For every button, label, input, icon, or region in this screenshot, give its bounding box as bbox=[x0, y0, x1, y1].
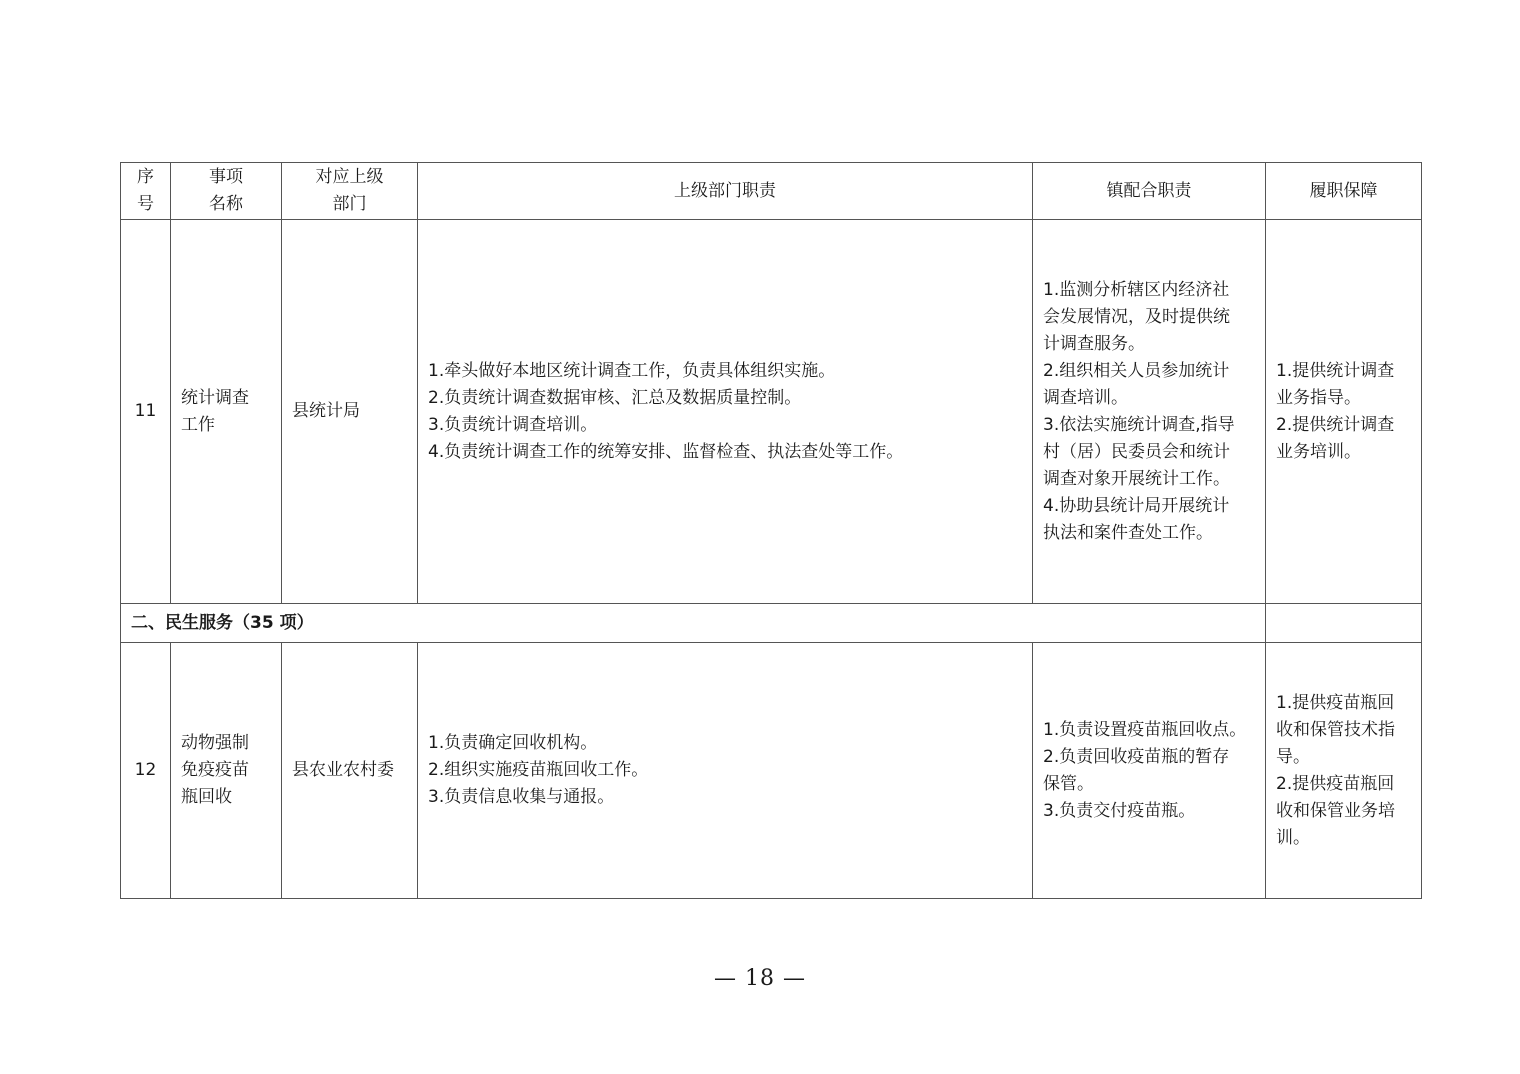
table-row bbox=[121, 220, 1422, 604]
row-dept: 县农业农村委 bbox=[282, 643, 418, 899]
row-seq: 12 bbox=[121, 643, 171, 899]
row-town-duty: 1.监测分析辖区内经济社 会发展情况，及时提供统 计调查服务。 2.组织相关人员参加统计 调查培训。 3.依法实施统计调查,指导 村（居）民委员会和统计 调查对象开展统计工作。 4.协助县统计局开展统计 执法和案件查处工作。 bbox=[1033, 220, 1266, 604]
row-dept: 县统计局 bbox=[282, 220, 418, 604]
header-upper-duty: 上级部门职责 bbox=[418, 163, 1033, 220]
section-empty-cell bbox=[1266, 604, 1422, 643]
row-upper-duty: 1.负责确定回收机构。 2.组织实施疫苗瓶回收工作。 3.负责信息收集与通报。 bbox=[418, 643, 1033, 899]
row-town-duty: 1.负责设置疫苗瓶回收点。 2.负责回收疫苗瓶的暂存 保管。 3.负责交付疫苗瓶。 bbox=[1033, 643, 1266, 899]
section-title: 二、民生服务（35 项） bbox=[121, 604, 1266, 643]
row-guarantee: 1.提供统计调查 业务指导。 2.提供统计调查 业务培训。 bbox=[1266, 220, 1422, 604]
header-guarantee: 履职保障 bbox=[1266, 163, 1422, 220]
row-upper-duty: 1.牵头做好本地区统计调查工作，负责具体组织实施。 2.负责统计调查数据审核、汇总及数据质量控制。 3.负责统计调查培训。 4.负责统计调查工作的统筹安排、监督检查、执法查处等工作。 bbox=[418, 220, 1033, 604]
page-number: — 18 — bbox=[714, 966, 806, 991]
row-item-name: 动物强制 免疫疫苗 瓶回收 bbox=[171, 643, 282, 899]
table-row bbox=[121, 643, 1422, 899]
row-item-name: 统计调查 工作 bbox=[171, 220, 282, 604]
section-row bbox=[121, 604, 1422, 643]
header-town-duty: 镇配合职责 bbox=[1033, 163, 1266, 220]
header-dept: 对应上级 部门 bbox=[282, 163, 418, 220]
row-seq: 11 bbox=[121, 220, 171, 604]
header-row bbox=[121, 163, 1422, 220]
header-item: 事项 名称 bbox=[171, 163, 282, 220]
row-guarantee: 1.提供疫苗瓶回 收和保管技术指 导。 2.提供疫苗瓶回 收和保管业务培 训。 bbox=[1266, 643, 1422, 899]
header-seq: 序 号 bbox=[121, 163, 171, 220]
duty-table bbox=[120, 162, 1422, 899]
